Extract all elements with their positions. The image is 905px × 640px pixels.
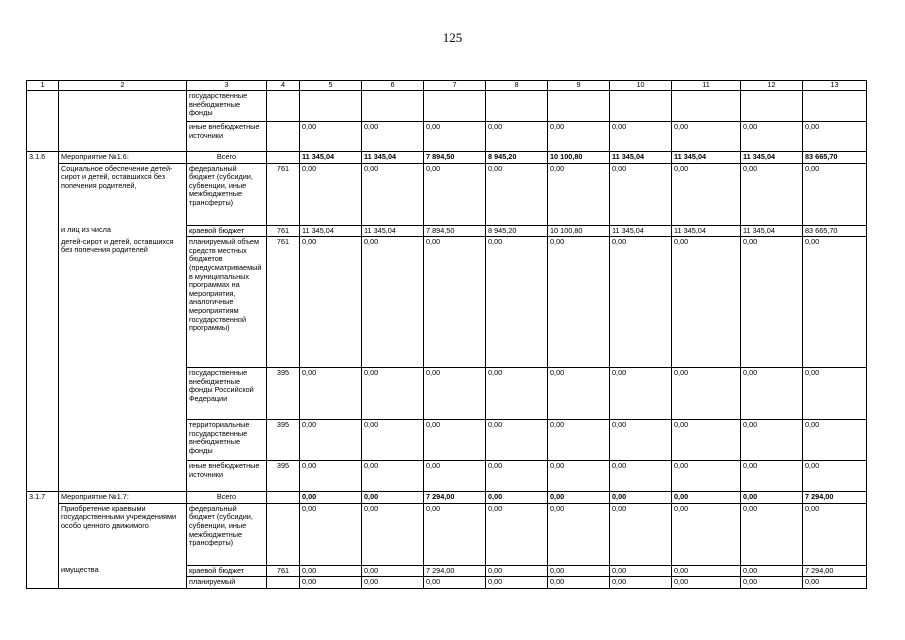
value-cell: 0,00	[486, 237, 548, 368]
activity-cell	[59, 122, 187, 152]
value-cell: 0,00	[548, 492, 610, 504]
value-cell: 0,00	[803, 237, 867, 368]
value-cell: 0,00	[362, 237, 424, 368]
value-cell: 0,00	[424, 577, 486, 589]
code-cell	[267, 577, 300, 589]
value-cell: 0,00	[610, 503, 672, 565]
value-cell: 0,00	[424, 163, 486, 225]
value-cell: 8 945,20	[486, 225, 548, 237]
value-cell: 0,00	[424, 237, 486, 368]
value-cell: 0,00	[741, 420, 803, 461]
value-cell: 0,00	[672, 503, 741, 565]
value-cell: 7 294,00	[424, 565, 486, 577]
value-cell: 7 894,50	[424, 152, 486, 164]
value-cell: 0,00	[741, 503, 803, 565]
code-cell	[267, 91, 300, 122]
table-row	[27, 91, 867, 122]
value-cell: 0,00	[486, 420, 548, 461]
value-cell: 0,00	[486, 368, 548, 420]
value-cell: 0,00	[741, 461, 803, 492]
value-cell: 0,00	[741, 565, 803, 577]
column-header: 3	[187, 81, 267, 91]
value-cell: 11 345,04	[610, 225, 672, 237]
activity-cell: Приобретение краевыми государственными учреждениями особо ценного движимого	[59, 503, 187, 565]
code-cell: 761	[267, 225, 300, 237]
column-header: 6	[362, 81, 424, 91]
value-cell	[672, 91, 741, 122]
row-number-cell: 3.1.6	[27, 152, 59, 164]
value-cell: 0,00	[610, 565, 672, 577]
value-cell: 0,00	[803, 577, 867, 589]
table-row	[27, 461, 867, 492]
row-number-cell	[27, 577, 59, 589]
value-cell: 0,00	[672, 492, 741, 504]
value-cell: 0,00	[672, 461, 741, 492]
value-cell: 0,00	[548, 420, 610, 461]
value-cell: 0,00	[548, 368, 610, 420]
code-cell	[267, 503, 300, 565]
row-number-cell	[27, 503, 59, 565]
value-cell: 0,00	[548, 122, 610, 152]
value-cell: 0,00	[424, 503, 486, 565]
row-number-cell	[27, 163, 59, 225]
activity-cell: Социальное обеспечение детей-сирот и детей, оставшихся без попечения родителей,	[59, 163, 187, 225]
value-cell: 7 294,00	[424, 492, 486, 504]
activity-cell: и лиц из числа	[59, 225, 187, 237]
source-cell: государственные внебюджетные фонды Российской Федерации	[187, 368, 267, 420]
value-cell: 11 345,04	[362, 225, 424, 237]
code-cell	[267, 492, 300, 504]
budget-table	[26, 80, 867, 589]
table-row	[27, 152, 867, 164]
column-header: 8	[486, 81, 548, 91]
value-cell: 11 345,04	[672, 225, 741, 237]
code-cell: 761	[267, 565, 300, 577]
row-number-cell	[27, 368, 59, 420]
row-number-cell	[27, 565, 59, 577]
value-cell: 0,00	[803, 461, 867, 492]
value-cell: 0,00	[424, 122, 486, 152]
value-cell: 11 345,04	[300, 225, 362, 237]
code-cell: 395	[267, 368, 300, 420]
value-cell: 0,00	[486, 461, 548, 492]
activity-cell: Мероприятие №1.7:	[59, 492, 187, 504]
source-cell: краевой бюджет	[187, 225, 267, 237]
table-row	[27, 492, 867, 504]
table-row	[27, 577, 867, 589]
source-cell: федеральный бюджет (субсидии, субвенции, иные межбюджетные трансферты)	[187, 163, 267, 225]
value-cell: 0,00	[300, 577, 362, 589]
value-cell: 0,00	[424, 461, 486, 492]
value-cell: 7 294,00	[803, 565, 867, 577]
row-number-cell	[27, 91, 59, 122]
code-cell: 761	[267, 163, 300, 225]
value-cell: 0,00	[486, 122, 548, 152]
value-cell: 0,00	[803, 503, 867, 565]
value-cell: 0,00	[486, 163, 548, 225]
value-cell: 0,00	[300, 368, 362, 420]
value-cell: 0,00	[610, 492, 672, 504]
activity-cell: Мероприятие №1.6:	[59, 152, 187, 164]
value-cell: 0,00	[803, 420, 867, 461]
value-cell: 0,00	[672, 565, 741, 577]
column-header: 7	[424, 81, 486, 91]
value-cell: 0,00	[300, 503, 362, 565]
value-cell: 0,00	[741, 492, 803, 504]
code-cell: 395	[267, 420, 300, 461]
value-cell: 0,00	[610, 163, 672, 225]
row-number-cell	[27, 420, 59, 461]
table-row	[27, 420, 867, 461]
code-cell	[267, 122, 300, 152]
value-cell: 0,00	[362, 163, 424, 225]
value-cell: 11 345,04	[300, 152, 362, 164]
value-cell	[362, 91, 424, 122]
column-header: 10	[610, 81, 672, 91]
value-cell: 8 945,20	[486, 152, 548, 164]
row-number-cell: 3.1.7	[27, 492, 59, 504]
source-cell: территориальные государственные внебюджетные фонды	[187, 420, 267, 461]
value-cell: 83 665,70	[803, 225, 867, 237]
column-header: 5	[300, 81, 362, 91]
column-header: 12	[741, 81, 803, 91]
source-cell: планируемый объем средств местных бюджетов (предусматриваемый в муниципальных программах на мероприятия, аналогичные мероприятиям государственной программы)	[187, 237, 267, 368]
value-cell: 0,00	[300, 122, 362, 152]
value-cell: 0,00	[672, 577, 741, 589]
value-cell: 0,00	[610, 577, 672, 589]
table-row	[27, 565, 867, 577]
value-cell	[486, 91, 548, 122]
value-cell: 0,00	[362, 461, 424, 492]
value-cell: 11 345,04	[362, 152, 424, 164]
activity-cell	[59, 91, 187, 122]
table-row	[27, 225, 867, 237]
activity-cell	[59, 577, 187, 589]
row-number-cell	[27, 237, 59, 368]
column-header: 9	[548, 81, 610, 91]
activity-cell	[59, 420, 187, 461]
table-row	[27, 237, 867, 368]
activity-cell: детей-сирот и детей, оставшихся без попечения родителей	[59, 237, 187, 368]
value-cell: 0,00	[741, 368, 803, 420]
row-number-cell	[27, 225, 59, 237]
value-cell: 0,00	[548, 577, 610, 589]
code-cell: 761	[267, 237, 300, 368]
value-cell: 0,00	[741, 237, 803, 368]
value-cell	[424, 91, 486, 122]
value-cell: 0,00	[362, 565, 424, 577]
value-cell: 0,00	[610, 237, 672, 368]
value-cell: 0,00	[610, 461, 672, 492]
source-cell: государственные внебюджетные фонды	[187, 91, 267, 122]
table-row	[27, 503, 867, 565]
value-cell	[548, 91, 610, 122]
value-cell	[741, 91, 803, 122]
value-cell: 11 345,04	[741, 152, 803, 164]
value-cell: 0,00	[548, 163, 610, 225]
page-number: 125	[442, 30, 463, 45]
value-cell: 0,00	[610, 122, 672, 152]
value-cell: 0,00	[486, 503, 548, 565]
value-cell: 11 345,04	[741, 225, 803, 237]
value-cell: 0,00	[300, 163, 362, 225]
value-cell: 0,00	[672, 122, 741, 152]
value-cell: 0,00	[548, 565, 610, 577]
value-cell: 0,00	[362, 492, 424, 504]
value-cell: 7 894,50	[424, 225, 486, 237]
value-cell: 0,00	[300, 420, 362, 461]
value-cell: 10 100,80	[548, 225, 610, 237]
value-cell: 0,00	[803, 163, 867, 225]
source-cell: иные внебюджетные источники	[187, 122, 267, 152]
value-cell: 0,00	[672, 237, 741, 368]
value-cell: 0,00	[672, 163, 741, 225]
column-header-row	[27, 81, 867, 91]
value-cell: 11 345,04	[672, 152, 741, 164]
source-cell: Всего	[187, 152, 267, 164]
value-cell: 11 345,04	[610, 152, 672, 164]
row-number-cell	[27, 122, 59, 152]
code-cell: 395	[267, 461, 300, 492]
value-cell: 0,00	[486, 565, 548, 577]
activity-cell	[59, 368, 187, 420]
value-cell: 7 294,00	[803, 492, 867, 504]
column-header: 1	[27, 81, 59, 91]
source-cell: планируемый	[187, 577, 267, 589]
value-cell: 0,00	[672, 420, 741, 461]
value-cell: 0,00	[672, 368, 741, 420]
table-row	[27, 122, 867, 152]
activity-cell	[59, 461, 187, 492]
source-cell: краевой бюджет	[187, 565, 267, 577]
code-cell	[267, 152, 300, 164]
value-cell: 0,00	[610, 420, 672, 461]
value-cell: 0,00	[486, 492, 548, 504]
column-header: 11	[672, 81, 741, 91]
activity-cell: имущества	[59, 565, 187, 577]
value-cell: 0,00	[300, 492, 362, 504]
source-cell: Всего	[187, 492, 267, 504]
value-cell	[803, 91, 867, 122]
value-cell: 0,00	[362, 122, 424, 152]
source-cell: иные внебюджетные источники	[187, 461, 267, 492]
value-cell	[610, 91, 672, 122]
value-cell: 0,00	[300, 461, 362, 492]
value-cell: 0,00	[362, 368, 424, 420]
value-cell: 0,00	[548, 237, 610, 368]
value-cell: 0,00	[741, 577, 803, 589]
table-row	[27, 368, 867, 420]
value-cell: 10 100,80	[548, 152, 610, 164]
value-cell: 0,00	[362, 577, 424, 589]
value-cell: 83 665,70	[803, 152, 867, 164]
value-cell: 0,00	[741, 122, 803, 152]
value-cell: 0,00	[424, 420, 486, 461]
value-cell: 0,00	[741, 163, 803, 225]
value-cell: 0,00	[803, 368, 867, 420]
value-cell: 0,00	[803, 122, 867, 152]
value-cell: 0,00	[610, 368, 672, 420]
value-cell: 0,00	[424, 368, 486, 420]
value-cell: 0,00	[300, 565, 362, 577]
value-cell: 0,00	[548, 461, 610, 492]
value-cell: 0,00	[548, 503, 610, 565]
table-row	[27, 163, 867, 225]
value-cell	[300, 91, 362, 122]
value-cell: 0,00	[362, 420, 424, 461]
source-cell: федеральный бюджет (субсидии, субвенции, иные межбюджетные трансферты)	[187, 503, 267, 565]
value-cell: 0,00	[486, 577, 548, 589]
column-header: 2	[59, 81, 187, 91]
row-number-cell	[27, 461, 59, 492]
column-header: 13	[803, 81, 867, 91]
value-cell: 0,00	[362, 503, 424, 565]
value-cell: 0,00	[300, 237, 362, 368]
column-header: 4	[267, 81, 300, 91]
